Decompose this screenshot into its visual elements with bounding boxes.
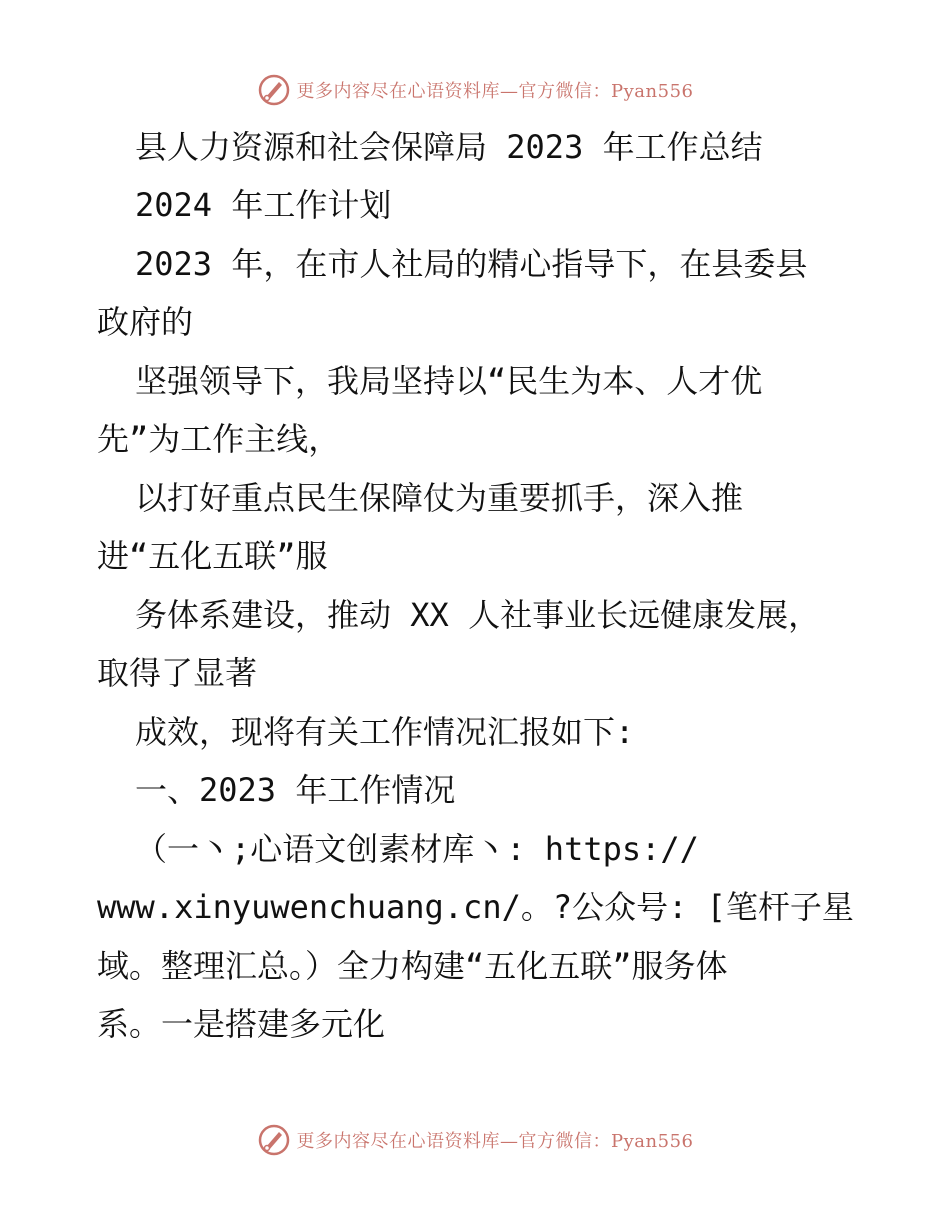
doc-subtitle: 2024 年工作计划 [135, 186, 392, 224]
body-line: 成效，现将有关工作情况汇报如下: [135, 713, 635, 751]
pen-seal-logo-icon [257, 73, 291, 107]
section-heading: 一、2023 年工作情况 [135, 771, 456, 809]
header-watermark [0, 70, 950, 110]
body-line: www.xinyuwenchuang.cn/。?公众号: [笔杆子星 [97, 888, 854, 926]
body-line: 政府的 [97, 303, 194, 341]
body-line: 系。一是搭建多元化 [97, 1005, 386, 1043]
footer-watermark [0, 1120, 950, 1160]
body-line: 进“五化五联”服 [97, 537, 328, 575]
body-line: （一丶;心语文创素材库丶: https:// [135, 830, 699, 868]
header-watermark-text: 更多内容尽在心语资料库—官方微信：Pyan556 [296, 81, 694, 102]
body-line: 务体系建设，推动 XX 人社事业长远健康发展， [135, 596, 821, 634]
footer-watermark-text: 更多内容尽在心语资料库—官方微信：Pyan556 [296, 1131, 694, 1152]
body-line: 域。整理汇总。）全力构建“五化五联”服务体 [97, 947, 728, 985]
body-line: 坚强领导下，我局坚持以“民生为本、人才优 [135, 362, 763, 400]
body-line: 先”为工作主线， [97, 420, 341, 458]
body-line: 以打好重点民生保障仗为重要抓手，深入推 [135, 479, 744, 517]
body-line: 2023 年，在市人社局的精心指导下，在县委县 [135, 245, 808, 283]
pen-seal-logo-icon [257, 1123, 291, 1157]
doc-title: 县人力资源和社会保障局 2023 年工作总结 [135, 128, 763, 166]
body-line: 取得了显著 [97, 654, 258, 692]
